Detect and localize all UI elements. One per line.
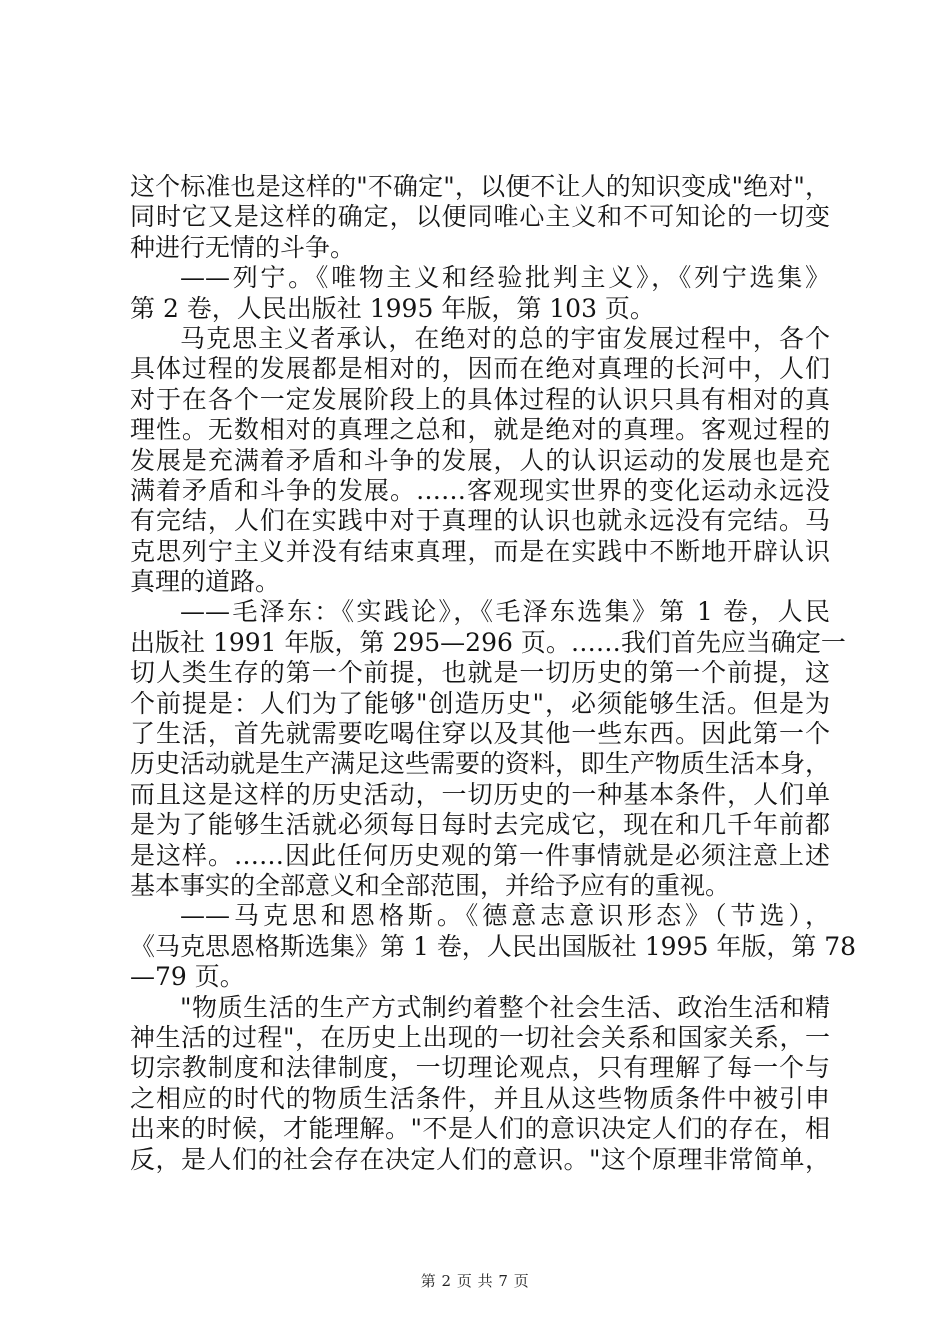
text-line: 出来的时候，才能理解。"不是人们的意识决定人们的存在，相 — [130, 1114, 830, 1144]
text-line: 满着矛盾和斗争的发展。……客观现实世界的变化运动永远没 — [130, 475, 830, 505]
text-line: 切人类生存的第一个前提，也就是一切历史的第一个前提，这 — [130, 658, 830, 688]
text-line: 种进行无情的斗争。 — [130, 232, 356, 262]
text-line: 历史活动就是生产满足这些需要的资料，即生产物质生活本身， — [130, 749, 831, 779]
citation-line: —79 页。 — [130, 962, 245, 992]
text-line: 出版社 1991 年版，第 295—296 页。……我们首先应当确定一 — [130, 627, 846, 657]
text-line: 理性。无数相对的真理之总和，就是绝对的真理。客观过程的 — [130, 415, 830, 445]
text-line: 克思列宁主义并没有结束真理，而是在实践中不断地开辟认识 — [130, 536, 830, 566]
text-line: 有完结，人们在实践中对于真理的认识也就永远没有完结。马 — [130, 506, 830, 536]
text-line: 基本事实的全部意义和全部范围，并给予应有的重视。 — [130, 870, 731, 900]
text-line: 了生活，首先就需要吃喝住穿以及其他一些东西。因此第一个 — [130, 719, 830, 749]
text-line: 切宗教制度和法律制度，一切理论观点，只有理解了每一个与 — [130, 1053, 830, 1083]
text-line: 个前提是：人们为了能够"创造历史"，必须能够生活。但是为 — [130, 688, 830, 718]
page-number: 第 2 页 共 7 页 — [420, 1272, 530, 1290]
text-line: 之相应的时代的物质生活条件，并且从这些物质条件中被引申 — [130, 1083, 830, 1113]
citation-line: 第 2 卷，人民出版社 1995 年版，第 103 页。 — [130, 293, 655, 323]
text-line: 真理的道路。 — [130, 567, 281, 597]
text-line: 是这样。……因此任何历史观的第一件事情就是必须注意上述 — [130, 840, 830, 870]
citation-line: ——列宁。《唯物主义和经验批判主义》，《列宁选集》 — [180, 263, 830, 293]
text-line: 马克思主义者承认，在绝对的总的宇宙发展过程中，各个 — [180, 323, 830, 353]
text-line: 发展是充满着矛盾和斗争的发展，人的认识运动的发展也是充 — [130, 445, 830, 475]
citation-line: ——毛泽东：《实践论》，《毛泽东选集》第 1 卷，人民 — [180, 597, 830, 627]
citation-line: 《马克思恩格斯选集》第 1 卷，人民出国版社 1995 年版，第 78 — [130, 931, 857, 961]
text-line: 反，是人们的社会存在决定人们的意识。"这个原理非常简单， — [130, 1144, 830, 1174]
body-text — [130, 172, 857, 1175]
text-line: 对于在各个一定发展阶段上的具体过程的认识只具有相对的真 — [130, 384, 830, 414]
citation-line: ——马克思和恩格斯。《德意志意识形态》（节选）， — [180, 901, 830, 931]
text-line: "物质生活的生产方式制约着整个社会生活、政治生活和精 — [180, 992, 830, 1022]
text-line: 这个标准也是这样的"不确定"，以便不让人的知识变成"绝对"， — [130, 172, 830, 201]
text-line: 而且这是这样的历史活动，一切历史的一种基本条件，人们单 — [130, 779, 830, 809]
text-line: 是为了能够生活就必须每日每时去完成它，现在和几千年前都 — [130, 810, 830, 840]
text-line: 神生活的过程"，在历史上出现的一切社会关系和国家关系，一 — [130, 1022, 830, 1052]
text-line: 同时它又是这样的确定，以便同唯心主义和不可知论的一切变 — [130, 202, 830, 232]
text-line: 具体过程的发展都是相对的，因而在绝对真理的长河中，人们 — [130, 354, 830, 384]
